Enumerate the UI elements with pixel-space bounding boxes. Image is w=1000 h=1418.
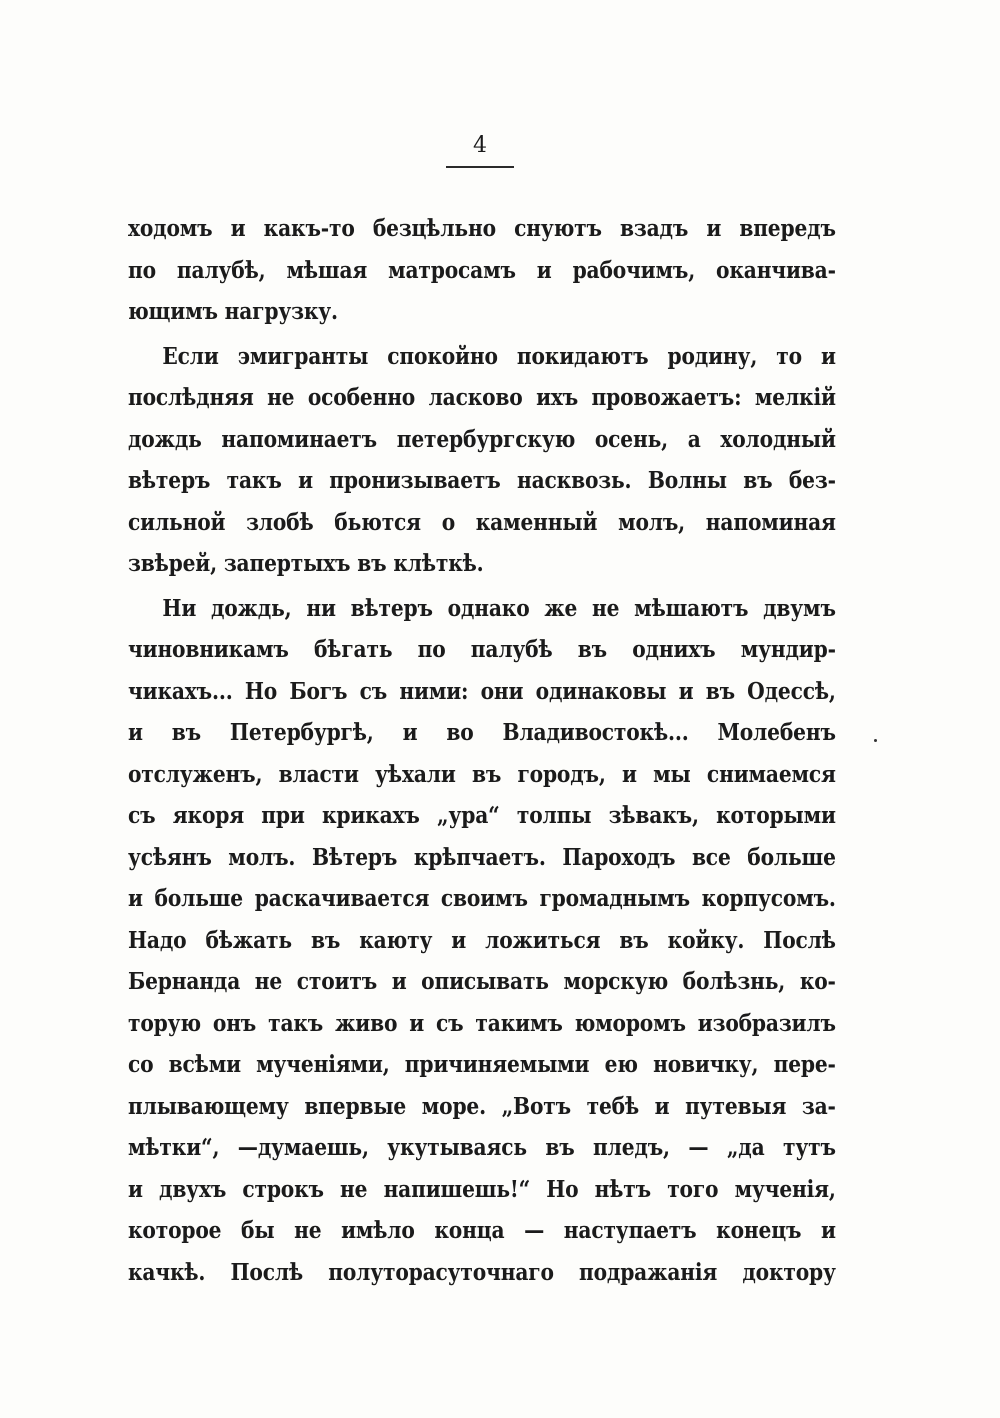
text-line: плывающему впервые море. „Вотъ тебѣ и путевыя за- [128, 1091, 836, 1120]
text-line: ющимъ нагрузку. [128, 297, 338, 325]
text-line: отслуженъ, власти уѣхали въ городъ, и мы снимаемся [128, 759, 836, 788]
text-line: послѣдняя не особенно ласково ихъ провожаетъ: мелкій [128, 383, 836, 411]
text-line: усѣянъ молъ. Вѣтеръ крѣпчаетъ. Пароходъ все больше [128, 842, 836, 871]
text-line: мѣтки“, —думаешь, укутываясь въ пледъ, — „да тутъ [128, 1133, 836, 1161]
text-line: Бернанда не стоитъ и описывать морскую болѣзнь, ко- [128, 967, 836, 995]
text-line: сильной злобѣ бьются о каменный молъ, напоминая [128, 507, 836, 536]
text-line: дождь напоминаетъ петербургскую осень, а холодный [128, 424, 836, 453]
text-line: которое бы не имѣло конца — наступаетъ конецъ и [128, 1216, 836, 1244]
paragraph-first-line: Если эмигранты спокойно покидаютъ родину, то и [162, 341, 836, 370]
text-line: чиновникамъ бѣгать по палубѣ въ однихъ мундир- [128, 635, 836, 663]
text-line: и больше раскачивается своимъ громаднымъ корпусомъ. [128, 884, 836, 912]
text-line: по палубѣ, мѣшая матросамъ и рабочимъ, оканчива- [128, 255, 836, 284]
text-line: качкѣ. Послѣ полуторасуточнаго подражанія доктору [128, 1257, 836, 1286]
text-line: со всѣми мученіями, причиняемыми ею новичку, пере- [128, 1050, 836, 1078]
page-number: 4 [473, 133, 487, 158]
header-rule [446, 166, 514, 168]
text-line: и въ Петербургѣ, и во Владивостокѣ... Молебенъ [128, 718, 836, 746]
text-line: Надо бѣжать въ каюту и ложиться въ койку. Послѣ [128, 925, 836, 954]
text-line: ходомъ и какъ-то безцѣльно снуютъ взадъ и впередъ [128, 214, 836, 242]
paragraph-first-line: Ни дождь, ни вѣтеръ однако же не мѣшаютъ двумъ [162, 593, 836, 622]
text-line: звѣрей, запертыхъ въ клѣткѣ. [128, 549, 484, 577]
text-line: торую онъ такъ живо и съ такимъ юморомъ изобразилъ [128, 1008, 836, 1037]
text-line: съ якоря при крикахъ „ура“ толпы зѣвакъ, которыми [128, 801, 836, 829]
text-line: и двухъ строкъ не напишешь!“ Но нѣтъ того мученія, [128, 1174, 836, 1203]
text-line: вѣтеръ такъ и пронизываетъ насквозь. Волны въ без- [128, 466, 836, 494]
text-line: чикахъ... Но Богъ съ ними: они одинаковы и въ Одессѣ, [128, 676, 836, 705]
ink-speck [874, 739, 877, 742]
body-text [128, 208, 836, 1293]
